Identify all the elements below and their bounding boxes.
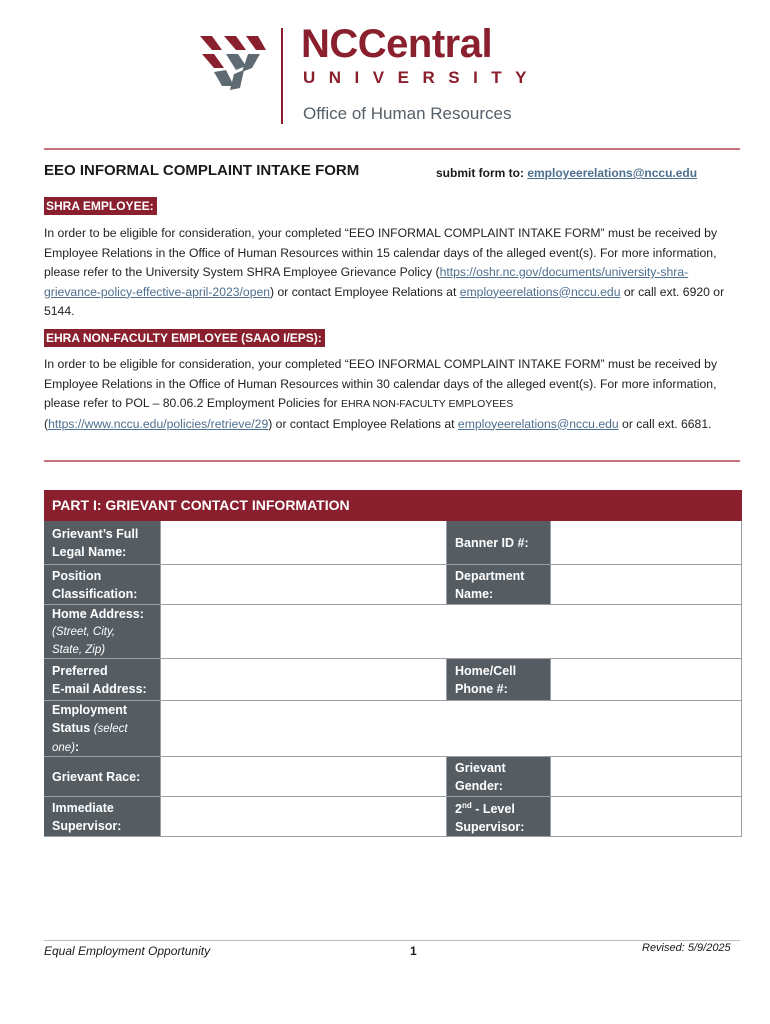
- shra-policy-link[interactable]: https://oshr.nc.gov/documents/university-shra-grievance-policy-effective-april-2023/open: [44, 265, 689, 299]
- logo-divider: [281, 28, 283, 124]
- home-address-field[interactable]: [160, 605, 742, 658]
- race-label: Grievant Race:: [44, 757, 160, 796]
- second-supervisor-field[interactable]: [550, 797, 742, 836]
- submit-prefix: submit form to:: [436, 166, 528, 180]
- supervisor-field[interactable]: [160, 797, 447, 836]
- footer-left: Equal Employment Opportunity: [44, 944, 211, 958]
- supervisor-label: Immediate Supervisor:: [44, 797, 160, 836]
- office-name: Office of Human Resources: [303, 104, 512, 123]
- table-row: [44, 701, 742, 757]
- banner-id-field[interactable]: [550, 521, 742, 564]
- part1-header: PART I: GRIEVANT CONTACT INFORMATION: [44, 490, 742, 521]
- phone-field[interactable]: [550, 659, 742, 700]
- shra-email-link[interactable]: employeerelations@nccu.edu: [459, 284, 621, 299]
- banner-id-label: Banner ID #:: [447, 521, 550, 564]
- submit-email-link[interactable]: employeerelations@nccu.edu: [527, 166, 698, 180]
- email-field[interactable]: [160, 659, 447, 700]
- submit-line: [436, 166, 697, 180]
- logo-university: UNIVERSITY: [303, 68, 541, 87]
- ehra-text-3: ) or contact Employee Relations at: [268, 416, 458, 431]
- position-label: Position Classification:: [44, 565, 160, 604]
- nccu-logo: [200, 22, 560, 126]
- position-field[interactable]: [160, 565, 447, 604]
- logo-name: NCCentral: [301, 22, 493, 66]
- shra-text-1: In order to be eligible for consideration, your completed “EEO INFORMAL COMPLAINT INTAKE FORM” must be received by Employee Relations in the Office of Human Resources within 15 calendar days of the alleged event(s). For more information, please refer to the University System SHRA Employee Grievance Policy (: [44, 226, 718, 279]
- shra-text-2: ) or contact Employee Relations at: [270, 284, 460, 299]
- employment-status-label: Employment Status (select one):: [44, 701, 160, 756]
- shra-label: SHRA EMPLOYEE:: [44, 197, 157, 215]
- home-address-label: Home Address: (Street, City, State, Zip): [44, 605, 160, 658]
- department-field[interactable]: [550, 565, 742, 604]
- ehra-policy-link[interactable]: https://www.nccu.edu/policies/retrieve/29: [48, 416, 269, 431]
- shra-paragraph: [44, 224, 744, 322]
- table-row: [44, 797, 742, 837]
- table-row: [44, 605, 742, 659]
- page-number: 1: [410, 944, 417, 958]
- chevron-arrows-logo-icon: [200, 30, 266, 94]
- employment-status-field[interactable]: [160, 701, 742, 756]
- table-row: [44, 659, 742, 701]
- ehra-label: EHRA NON-FACULTY EMPLOYEE (SAAO I/EPS):: [44, 329, 325, 347]
- table-row: [44, 565, 742, 605]
- ehra-text-caps: EHRA NON-FACULTY EMPLOYEES: [340, 398, 514, 410]
- race-field[interactable]: [160, 757, 447, 796]
- table-row: [44, 757, 742, 797]
- phone-label: Home/Cell Phone #:: [447, 659, 550, 700]
- revised-date: Revised: 5/9/2025: [642, 942, 731, 954]
- ehra-email-link[interactable]: employeerelations@nccu.edu: [457, 416, 619, 431]
- footer-divider: [44, 940, 740, 941]
- table-row: [44, 521, 742, 565]
- ehra-paragraph: [44, 355, 744, 434]
- department-label: Department Name:: [447, 565, 550, 604]
- gender-field[interactable]: [550, 757, 742, 796]
- shra-text-3: or call ext. 6920 or 5144.: [44, 284, 725, 318]
- email-label: Preferred E-mail Address:: [44, 659, 160, 700]
- contact-info-table: [44, 521, 742, 837]
- divider-mid: [44, 460, 740, 462]
- full-name-field[interactable]: [160, 521, 447, 564]
- form-title: EEO INFORMAL COMPLAINT INTAKE FORM: [44, 162, 360, 179]
- ehra-text-2: (: [44, 416, 49, 431]
- second-supervisor-label: 2nd - Level Supervisor:: [447, 797, 550, 836]
- gender-label: Grievant Gender:: [447, 757, 550, 796]
- ehra-text-4: or call ext. 6681.: [618, 416, 712, 431]
- divider-top: [44, 148, 740, 150]
- ehra-text-1: In order to be eligible for consideration, your completed “EEO INFORMAL COMPLAINT INTAKE FORM” must be received by Employee Relations in the Office of Human Resources within 30 calendar days of the alleged event(s). For more information, please refer to POL – 80.06.2 Employment Policies for: [44, 357, 718, 410]
- full-name-label: Grievant’s Full Legal Name:: [44, 521, 160, 564]
